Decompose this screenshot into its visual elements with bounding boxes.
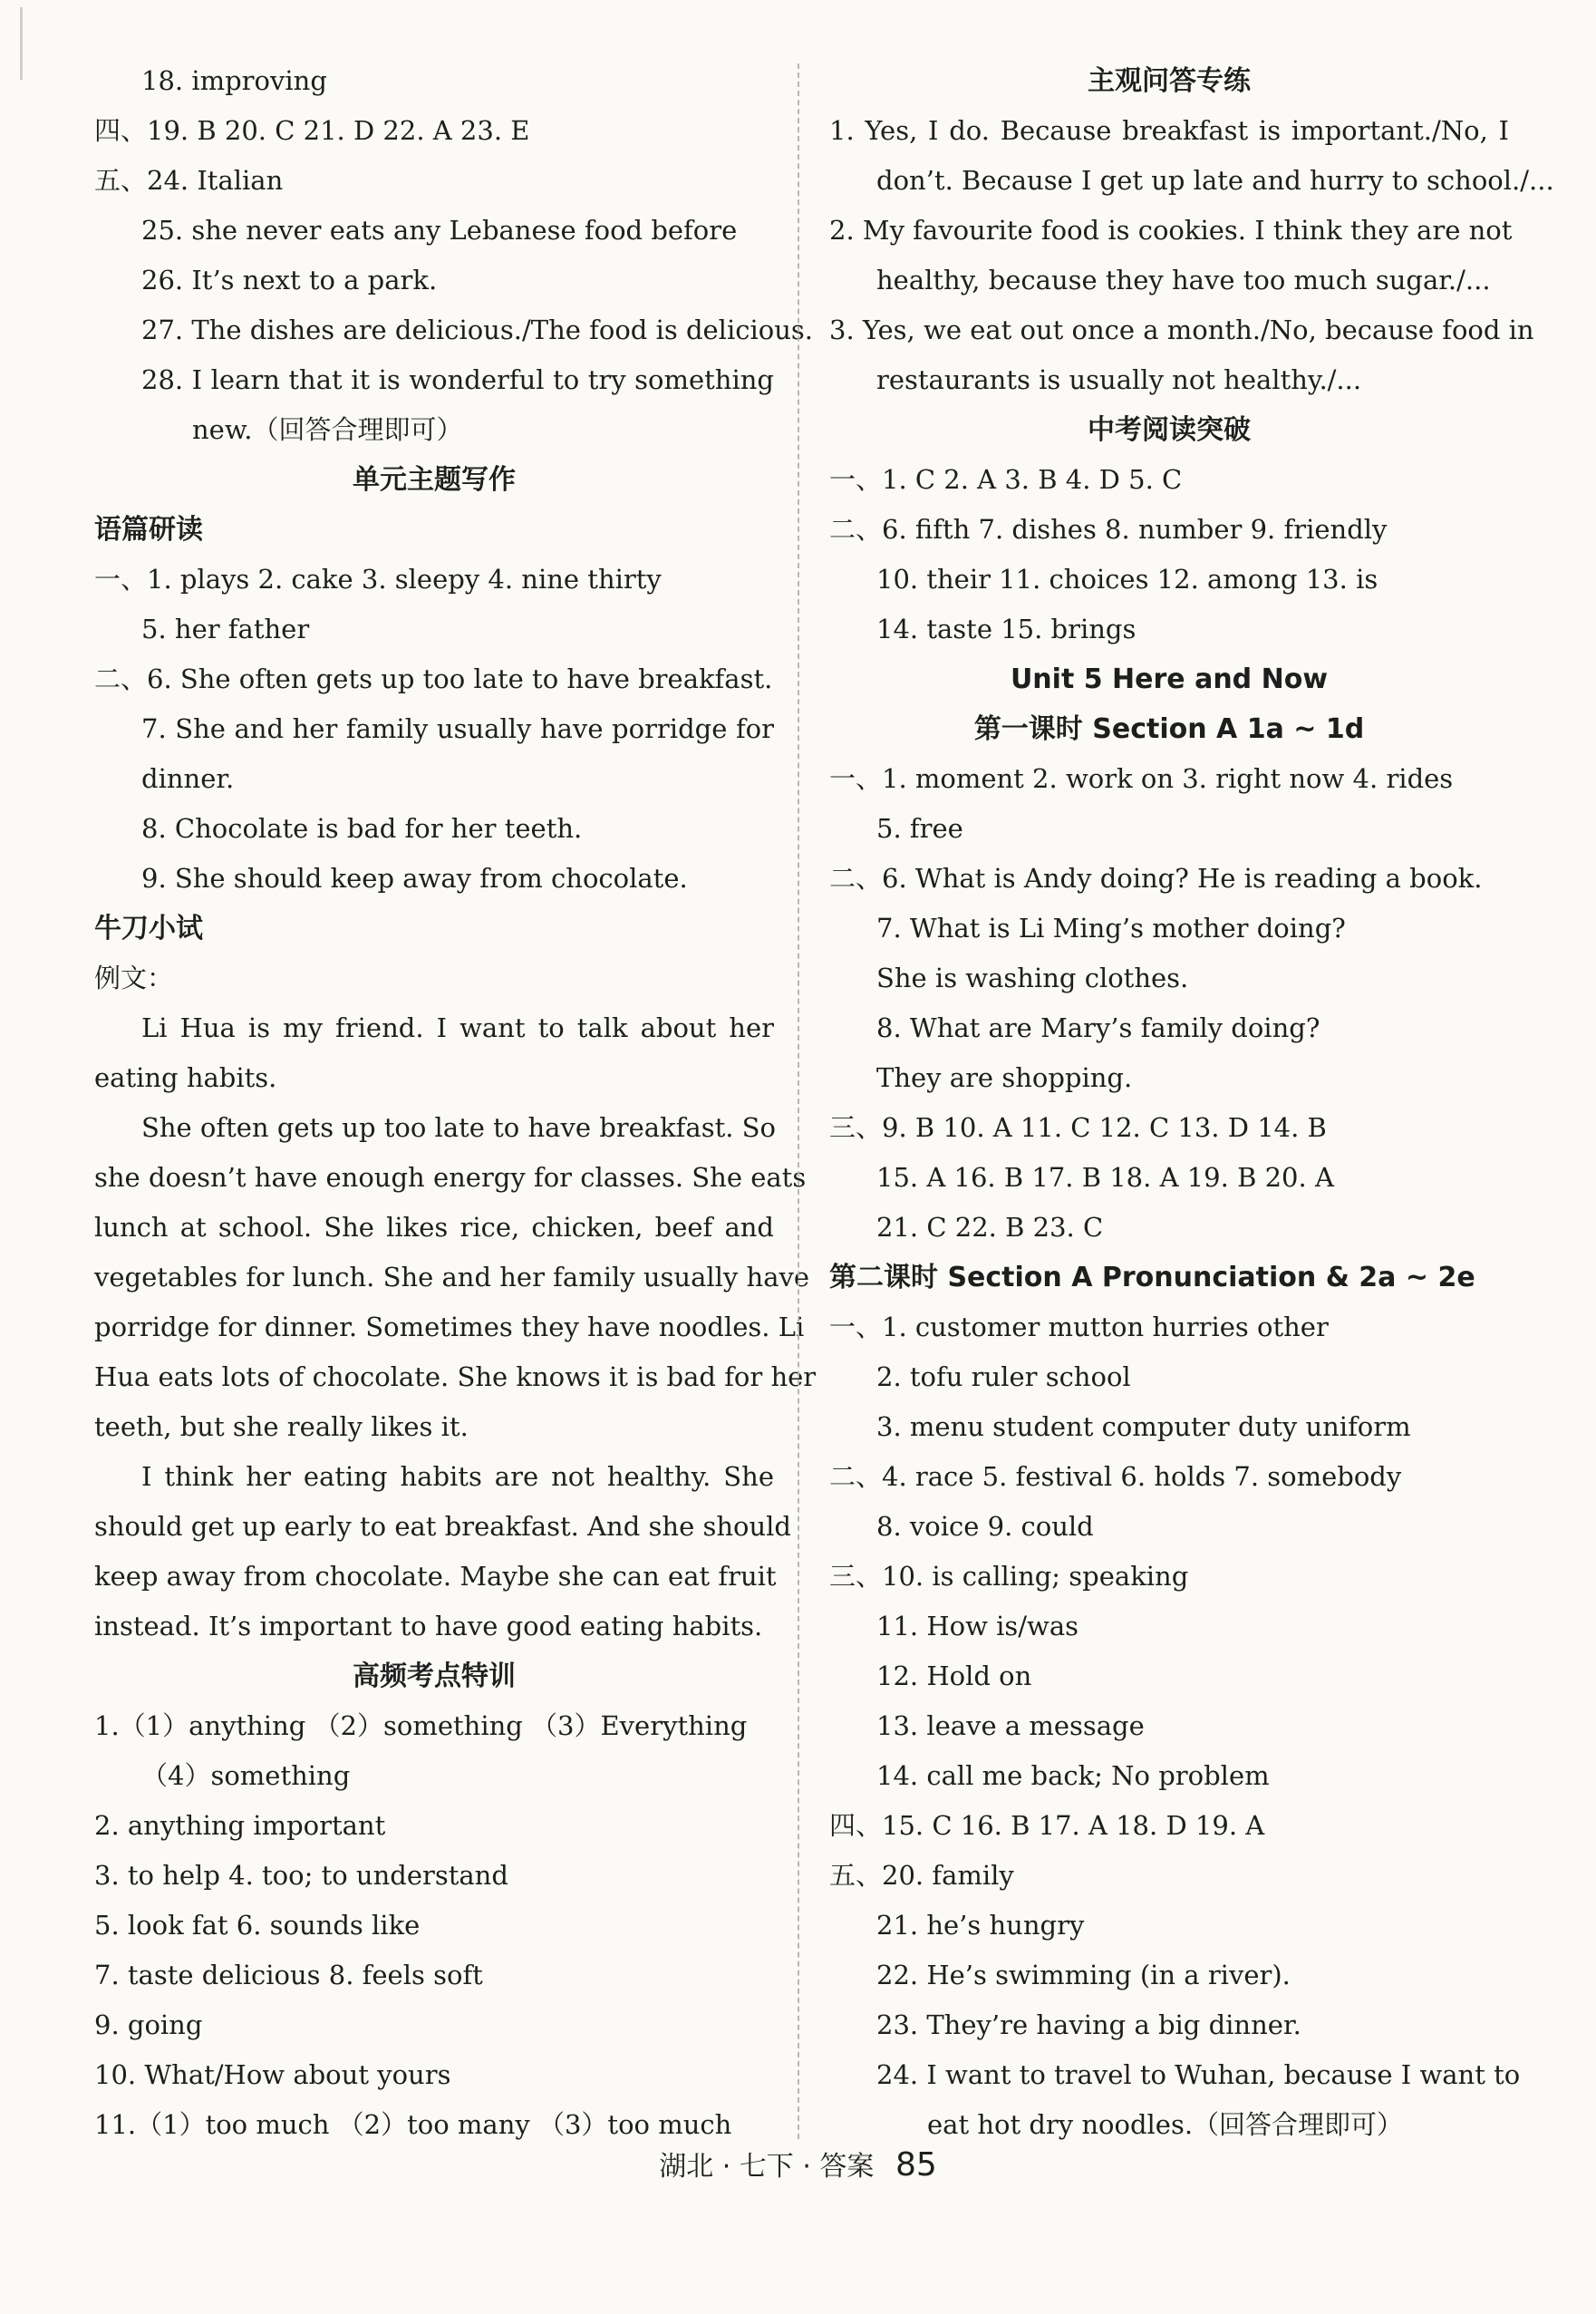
- left-line-20: Li Hua is my friend. I want to talk about her: [141, 1012, 774, 1043]
- left-line-12: 5. her father: [141, 614, 310, 644]
- left-line-1: 18. improving: [141, 65, 327, 96]
- right-line-36: 四、15. C 16. B 17. A 18. D 19. A: [829, 1810, 1265, 1841]
- left-line-19: 例文：: [94, 963, 174, 993]
- page-number: 85: [895, 2146, 937, 2183]
- footer-label: 湖北 · 七下 · 答案: [659, 2151, 875, 2183]
- left-line-11: 一、1. plays 2. cake 3. sleepy 4. nine thirty: [94, 564, 662, 595]
- column-divider: [798, 63, 799, 2139]
- right-line-3: don’t. Because I get up late and hurry to school./...: [876, 165, 1554, 196]
- left-line-18: 牛刀小试: [94, 913, 203, 944]
- right-line-10: 二、6. fifth 7. dishes 8. number 9. friendly: [829, 514, 1388, 545]
- right-column: [829, 56, 1554, 2150]
- left-line-6: 27. The dishes are delicious./The food is delicious.: [141, 315, 813, 345]
- left-line-39: 7. taste delicious 8. feels soft: [94, 1960, 483, 1990]
- left-line-22: She often gets up too late to have breakfast. So: [141, 1112, 776, 1143]
- left-line-41: 10. What/How about yours: [94, 2059, 451, 2090]
- right-line-38: 21. he’s hungry: [876, 1910, 1085, 1941]
- left-line-36: 2. anything important: [94, 1810, 386, 1841]
- left-line-37: 3. to help 4. too; to understand: [94, 1860, 508, 1891]
- right-line-20: 8. What are Mary’s family doing?: [876, 1012, 1320, 1043]
- right-line-32: 11. How is/was: [876, 1611, 1079, 1641]
- right-line-4: 2. My favourite food is cookies. I think they are not: [829, 215, 1513, 246]
- left-line-31: keep away from chocolate. Maybe she can eat fruit: [94, 1561, 777, 1592]
- right-line-11: 10. their 11. choices 12. among 13. is: [876, 564, 1378, 595]
- right-line-42: eat hot dry noodles.（回答合理即可）: [927, 2109, 1404, 2140]
- right-line-37: 五、20. family: [829, 1860, 1014, 1891]
- right-line-28: 3. menu student computer duty uniform: [876, 1411, 1411, 1442]
- right-line-13: Unit 5 Here and Now: [1010, 663, 1329, 695]
- left-line-8: new.（回答合理即可）: [192, 414, 463, 445]
- left-line-33: 高频考点特训: [353, 1660, 516, 1692]
- right-line-1: 主观问答专练: [1088, 65, 1251, 97]
- right-line-29: 二、4. race 5. festival 6. holds 7. somebody: [829, 1461, 1402, 1492]
- left-line-42: 11.（1）too much （2）too many （3）too much: [94, 2109, 732, 2140]
- left-line-15: dinner.: [141, 763, 235, 794]
- left-line-30: should get up early to eat breakfast. And she should: [94, 1511, 791, 1542]
- right-line-16: 5. free: [876, 813, 963, 844]
- right-line-19: She is washing clothes.: [876, 963, 1189, 993]
- left-line-27: Hua eats lots of chocolate. She knows it is bad for her: [94, 1361, 817, 1392]
- right-line-9: 一、1. C 2. A 3. B 4. D 5. C: [829, 464, 1183, 495]
- left-line-26: porridge for dinner. Sometimes they have noodles. Li: [94, 1312, 805, 1342]
- left-line-34: 1.（1）anything （2）something （3）Everything: [94, 1710, 748, 1741]
- left-line-29: I think her eating habits are not healthy. She: [141, 1461, 774, 1492]
- right-line-34: 13. leave a message: [876, 1710, 1145, 1741]
- right-line-2: 1. Yes, I do. Because breakfast is important./No, I: [829, 115, 1509, 146]
- page-footer: [0, 2144, 1596, 2183]
- right-line-5: healthy, because they have too much sugar./...: [876, 265, 1491, 295]
- right-line-40: 23. They’re having a big dinner.: [876, 2009, 1301, 2040]
- left-line-28: teeth, but she really likes it.: [94, 1411, 469, 1442]
- right-line-8: 中考阅读突破: [1088, 414, 1251, 446]
- right-line-30: 8. voice 9. could: [876, 1511, 1094, 1542]
- right-line-24: 21. C 22. B 23. C: [876, 1212, 1104, 1243]
- left-line-7: 28. I learn that it is wonderful to try something: [141, 364, 774, 395]
- left-line-40: 9. going: [94, 2009, 203, 2040]
- right-line-6: 3. Yes, we eat out once a month./No, because food in: [829, 315, 1534, 345]
- right-line-35: 14. call me back; No problem: [876, 1760, 1270, 1791]
- left-line-3: 五、24. Italian: [94, 165, 284, 196]
- right-line-7: restaurants is usually not healthy./...: [876, 364, 1362, 395]
- right-line-17: 二、6. What is Andy doing? He is reading a book.: [829, 863, 1483, 894]
- right-line-31: 三、10. is calling; speaking: [829, 1561, 1189, 1592]
- left-line-35: （4）something: [141, 1760, 351, 1791]
- left-line-2: 四、19. B 20. C 21. D 22. A 23. E: [94, 115, 530, 146]
- left-line-13: 二、6. She often gets up too late to have breakfast.: [94, 663, 773, 694]
- right-line-21: They are shopping.: [876, 1062, 1133, 1093]
- left-line-25: vegetables for lunch. She and her family usually have: [94, 1262, 810, 1293]
- right-line-18: 7. What is Li Ming’s mother doing?: [876, 913, 1346, 944]
- left-line-5: 26. It’s next to a park.: [141, 265, 438, 295]
- left-line-32: instead. It’s important to have good eating habits.: [94, 1611, 763, 1641]
- left-column: [94, 56, 817, 2150]
- left-line-14: 7. She and her family usually have porridge for: [141, 713, 774, 744]
- right-line-27: 2. tofu ruler school: [876, 1361, 1131, 1392]
- right-line-39: 22. He’s swimming (in a river).: [876, 1960, 1291, 1990]
- left-line-16: 8. Chocolate is bad for her teeth.: [141, 813, 583, 844]
- left-line-21: eating habits.: [94, 1062, 277, 1093]
- right-line-23: 15. A 16. B 17. B 18. A 19. B 20. A: [876, 1162, 1334, 1193]
- left-line-38: 5. look fat 6. sounds like: [94, 1910, 421, 1941]
- right-line-14: 第一课时 Section A 1a ~ 1d: [973, 713, 1365, 745]
- right-line-25: 第二课时 Section A Pronunciation & 2a ~ 2e: [829, 1262, 1475, 1293]
- left-line-10: 语篇研读: [94, 514, 203, 546]
- right-line-12: 14. taste 15. brings: [876, 614, 1137, 644]
- right-line-15: 一、1. moment 2. work on 3. right now 4. rides: [829, 763, 1454, 794]
- page-edge-mark: [20, 7, 23, 80]
- right-line-33: 12. Hold on: [876, 1660, 1032, 1691]
- left-line-4: 25. she never eats any Lebanese food before: [141, 215, 738, 246]
- left-line-17: 9. She should keep away from chocolate.: [141, 863, 688, 894]
- right-line-22: 三、9. B 10. A 11. C 12. C 13. D 14. B: [829, 1112, 1327, 1143]
- left-line-23: she doesn’t have enough energy for classes. She eats: [94, 1162, 807, 1193]
- left-line-24: lunch at school. She likes rice, chicken, beef and: [94, 1212, 774, 1243]
- right-line-41: 24. I want to travel to Wuhan, because I want to: [876, 2059, 1521, 2090]
- left-line-9: 单元主题写作: [353, 464, 516, 496]
- right-line-26: 一、1. customer mutton hurries other: [829, 1312, 1329, 1342]
